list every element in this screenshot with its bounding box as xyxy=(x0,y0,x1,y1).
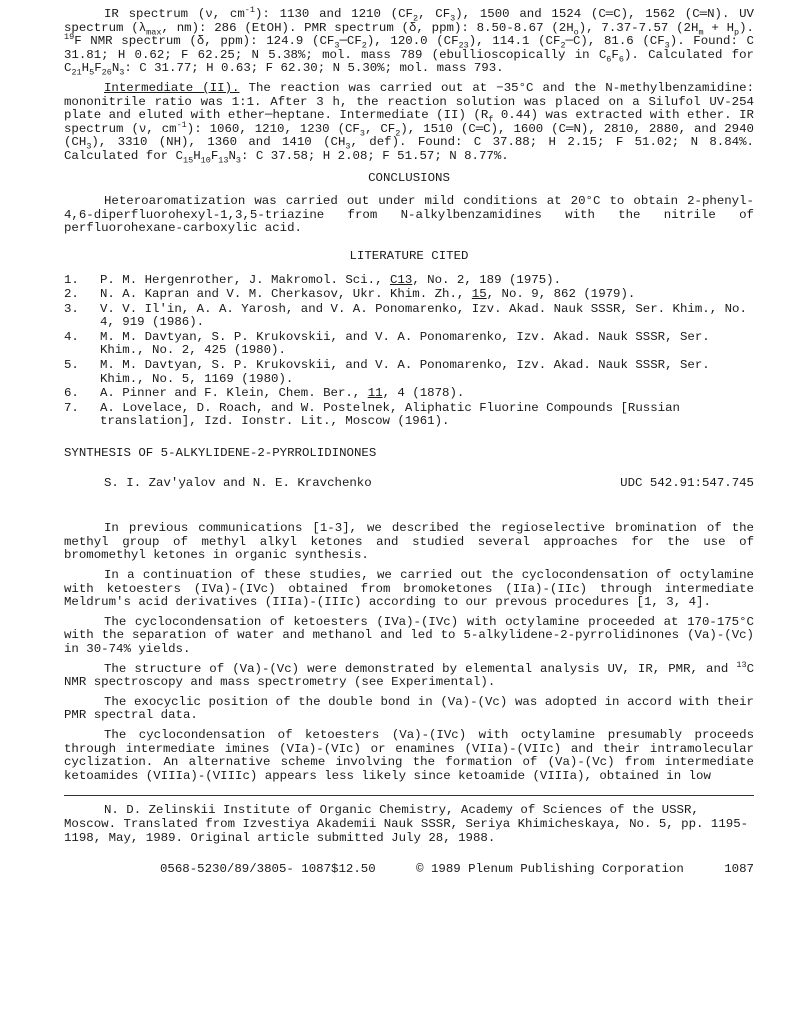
reference-text: A. Lovelace, D. Roach, and W. Postelnek, Aliphatic Fluorine Compounds [Russian translation], Izd. Ionstr. Lit., Moscow (1961). xyxy=(100,400,680,429)
page xyxy=(64,4,755,877)
reference-item xyxy=(64,331,754,358)
reference-item xyxy=(64,303,754,330)
reference-text: N. A. Kapran and V. M. Cherkasov, Ukr. Khim. Zh., 15, No. 9, 862 (1979). xyxy=(100,287,636,302)
reference-text: M. M. Davtyan, S. P. Krukovskii, and V. A. Ponomarenko, Izv. Akad. Nauk SSSR, Ser. Khim., No. 2, 425 (1980). xyxy=(100,329,710,358)
reference-text: P. M. Hergenrother, J. Makromol. Sci., C13, No. 2, 189 (1975). xyxy=(100,272,562,287)
reference-item xyxy=(64,274,754,288)
reference-number: 6. xyxy=(64,386,79,401)
literature-heading: LITERATURE CITED xyxy=(349,248,469,263)
conclusions-text: Heteroaromatization was carried out under mild conditions at 20°C to obtain 2-phenyl-4,6-diperfluorohexyl-1,3,5-triazine from N-alkylbenzamidines with the nitrile of perfluorohexane-carboxylic acid. xyxy=(64,194,754,236)
footnote: N. D. Zelinskii Institute of Organic Chemistry, Academy of Sciences of the USSR, Moscow. Translated from Izvestiya Akademii Nauk SSSR, Seriya Khimicheskaya, No. 5, pp. 1195-1198, May, 1989. Original article submitted July 28, 1988. xyxy=(64,803,749,845)
body-paragraph: The cyclocondensation of ketoesters (IVa)-(IVc) with octylamine proceeded at 170-175°C with the separation of water and methanol and led to 5-alkylidene-2-pyrrolidinones (Va)-(Vc) in 30-74% yields. xyxy=(64,614,754,656)
reference-item xyxy=(64,387,754,401)
reference-text: V. V. Il'in, A. A. Yarosh, and V. A. Ponomarenko, Izv. Akad. Nauk SSSR, Ser. Khim., No. 4, 919 (1986). xyxy=(100,301,747,330)
reference-text: A. Pinner and F. Klein, Chem. Ber., 11, 4 (1878). xyxy=(100,386,465,401)
authors-row xyxy=(104,477,754,491)
udc-code: UDC 542.91:547.745 xyxy=(620,475,754,490)
body-paragraph: In a continuation of these studies, we carried out the cyclocondensation of octylamine with ketoesters (IVa)-(IVc) obtained from bromoketones (IIa)-(IIc) through intermediate Meldrum's acid derivatives (IIIa)-(IIIc) according to our prevous procedures [1, 3, 4]. xyxy=(64,568,754,610)
publication-code: 0568-5230/89/3805- 1087$12.50 xyxy=(160,862,376,877)
body-paragraph: The cyclocondensation of ketoesters (Va)-(IVc) with octylamine presumably proceeds through intermediate imines (VIa)-(VIc) or enamines (VIIa)-(VIIc) and their intramolecular cyclization. An alternative scheme involving the formation of (Va)-(Vc) from intermediate ketoamides (VIIIa)-(VIIIc) appears less likely since ketoamide (VIIIa), obtained in low xyxy=(64,727,754,783)
copyright-notice: © 1989 Plenum Publishing Corporation xyxy=(416,862,684,877)
spectral-data-paragraph: IR spectrum (ν, $cm^{-1}$): 1130 and 1210 ($CF_2$, $CF_3$), 1500 and 1524 (C═C), 1562 (C═N). UV spectrum ($\lambda_{max}$, nm): 286 (EtOH). PMR spectrum (δ, ppm): 8.50-8.67 $(2H_o)$, 7.37-7.57 $(2H_m + H_p)$. $^{19}$F NMR spectrum (δ, ppm): 124.9 $(CF_3─CF_2)$, 120.0 $(CF_{23})$, 114.1 $(CF_2─C)$, 81.6 $(CF_3)$. Found: C 31.81; H 0.62; F 62.25; N 5.38%; mol. mass 789 (ebullioscopically in $C_6F_6$). Calculated for $C_{21}H_5F_{26}N_3$: C 31.77; H 0.63; F 62.30; N 5.30%; mol. mass 793. xyxy=(64,4,754,78)
article-authors: S. I. Zav'yalov and N. E. Kravchenko xyxy=(104,475,372,490)
reference-number: 3. xyxy=(64,301,79,316)
page-number: 1087 xyxy=(724,862,754,877)
reference-number: 4. xyxy=(64,329,79,344)
reference-item xyxy=(64,288,754,302)
reference-item xyxy=(64,359,754,386)
body-paragraph: In previous communications [1-3], we described the regioselective bromination of the methyl group of methyl alkyl ketones and studied several approaches for the use of bromomethyl ketones in organic synthesis. xyxy=(64,521,754,563)
conclusions-heading: CONCLUSIONS xyxy=(368,170,450,185)
article-title: SYNTHESIS OF 5-ALKYLIDENE-2-PYRROLIDINONES xyxy=(64,446,377,461)
reference-number: 5. xyxy=(64,358,79,373)
reference-number: 1. xyxy=(64,272,79,287)
intermediate-paragraph: Intermediate (II). The reaction was carried out at −35°C and the N-methylbenzamidine: mononitrile ratio was 1:1. After 3 h, the reaction solution was placed on a Silufol UV-254 plate and eluted with ether─heptane. Intermediate (II) ($R_f$ 0.44) was extracted with ether. IR spectrum (ν, $cm^{-1}$): 1060, 1210, 1230 ($CF_3$, $CF_2$), 1510 (C═C), 1600 (C═N), 2810, 2880, and 2940 $(CH_3)$, 3310 (NH), 1360 and 1410 ($CH_3$, def). Found: C 37.88; H 2.15; F 51.02; N 8.84%. Calculated for $C_{15}H_{10}F_{13}N_3$: C 37.58; H 2.08; F 51.57; N 8.77%. xyxy=(64,80,755,166)
body-paragraph: The exocyclic position of the double bond in (Va)-(Vc) was adopted in accord with their PMR spectral data. xyxy=(64,694,754,723)
reference-number: 2. xyxy=(64,287,79,302)
body-paragraph: The structure of (Va)-(Vc) were demonstrated by elemental analysis UV, IR, PMR, and $^{13}$C NMR spectroscopy and mass spectrometry (see Experimental). xyxy=(64,659,754,690)
reference-number: 7. xyxy=(64,400,79,415)
reference-list xyxy=(64,274,754,430)
reference-text: M. M. Davtyan, S. P. Krukovskii, and V. A. Ponomarenko, Izv. Akad. Nauk SSSR, Ser. Khim., No. 5, 1169 (1980). xyxy=(100,358,710,386)
reference-item xyxy=(64,402,754,429)
page-footer xyxy=(64,863,754,877)
footnote-divider xyxy=(64,795,754,796)
intermediate-label: Intermediate (II). xyxy=(104,80,240,95)
